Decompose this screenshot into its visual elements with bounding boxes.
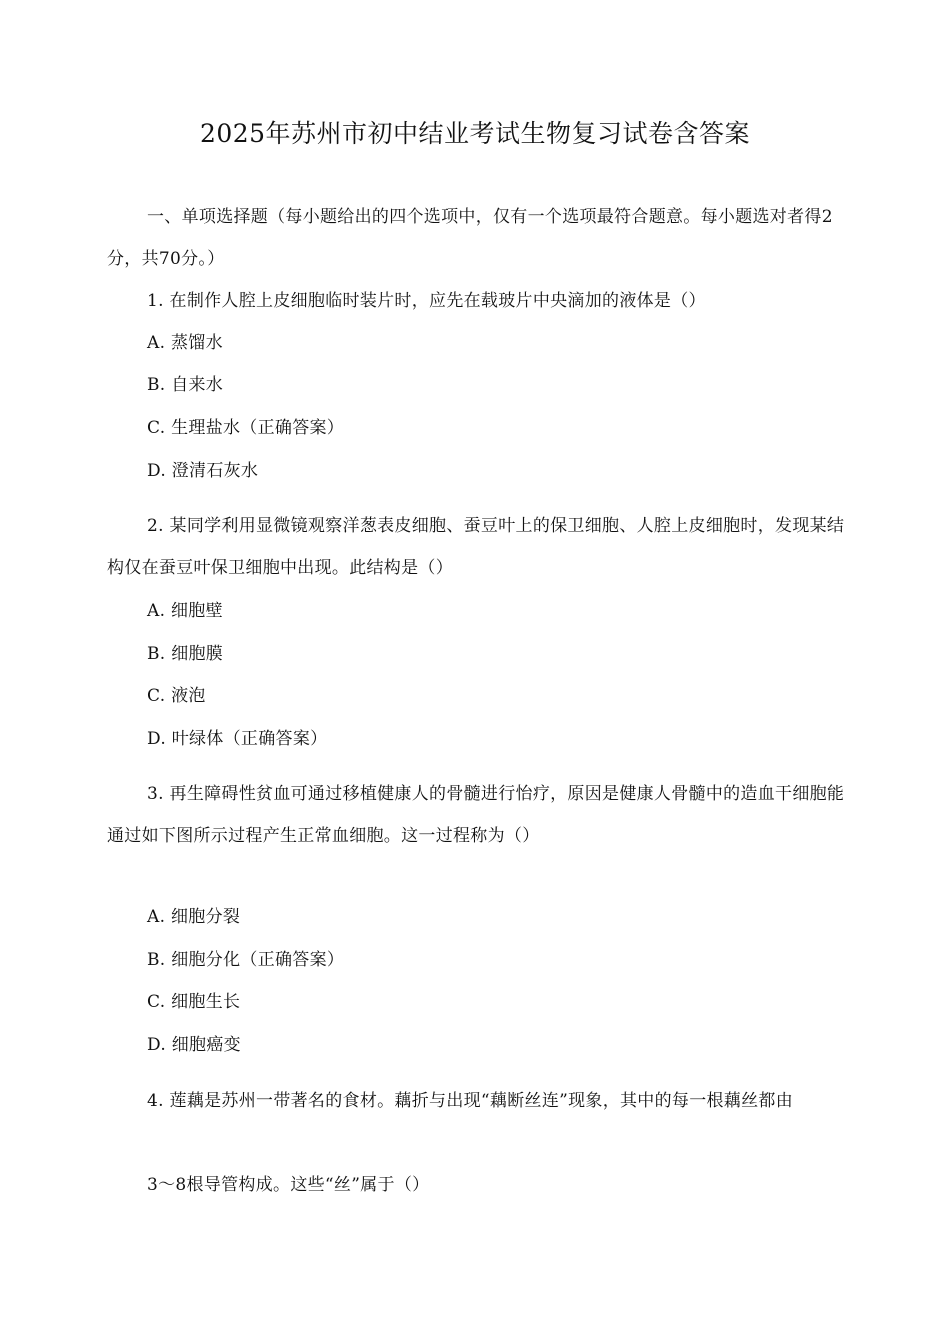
question-4-stem: 4. 莲藕是苏州一带著名的食材。藕折与出现“藕断丝连”现象，其中的每一根藕丝都由	[147, 1091, 794, 1111]
question-1-option-c: C. 生理盐水（正确答案）	[147, 418, 345, 438]
question-2-option-c: C. 液泡	[147, 686, 206, 706]
question-2-option-b: B. 细胞膜	[147, 644, 224, 664]
question-2-option-a: A. 细胞壁	[147, 601, 223, 621]
question-3-stem: 3. 再生障碍性贫血可通过移植健康人的骨髓进行怡疗，原因是健康人骨髓中的造血干细胞能通过如下图所示过程产生正常血细胞。这一过程称为（）	[107, 784, 845, 846]
question-3-option-a: A. 细胞分裂	[147, 907, 241, 927]
question-3-option-c: C. 细胞生长	[147, 992, 241, 1012]
section-heading: 一、单项选择题（每小题给出的四个选项中，仅有一个选项最符合题意。每小题选对者得2分，共70分。）	[107, 207, 833, 269]
question-3-option-d: D. 细胞癌变	[147, 1035, 241, 1055]
document-title: 2025年苏州市初中结业考试生物复习试卷含答案	[199, 119, 751, 148]
question-1-option-b: B. 自来水	[147, 375, 224, 395]
question-3-option-b: B. 细胞分化（正确答案）	[147, 950, 345, 970]
question-1-option-d: D. 澄清石灰水	[147, 461, 259, 481]
question-4-stem-continued: 3〜8根导管构成。这些“丝”属于（）	[147, 1175, 430, 1195]
question-1-stem: 1. 在制作人腔上皮细胞临时装片时，应先在载玻片中央滴加的液体是（）	[147, 291, 706, 311]
question-1-option-a: A. 蒸馏水	[147, 333, 223, 353]
question-2-stem: 2. 某同学利用显微镜观察洋葱表皮细胞、蚕豆叶上的保卫细胞、人腔上皮细胞时，发现某结构仅在蚕豆叶保卫细胞中出现。此结构是（）	[107, 516, 845, 578]
question-2-option-d: D. 叶绿体（正确答案）	[147, 729, 328, 749]
